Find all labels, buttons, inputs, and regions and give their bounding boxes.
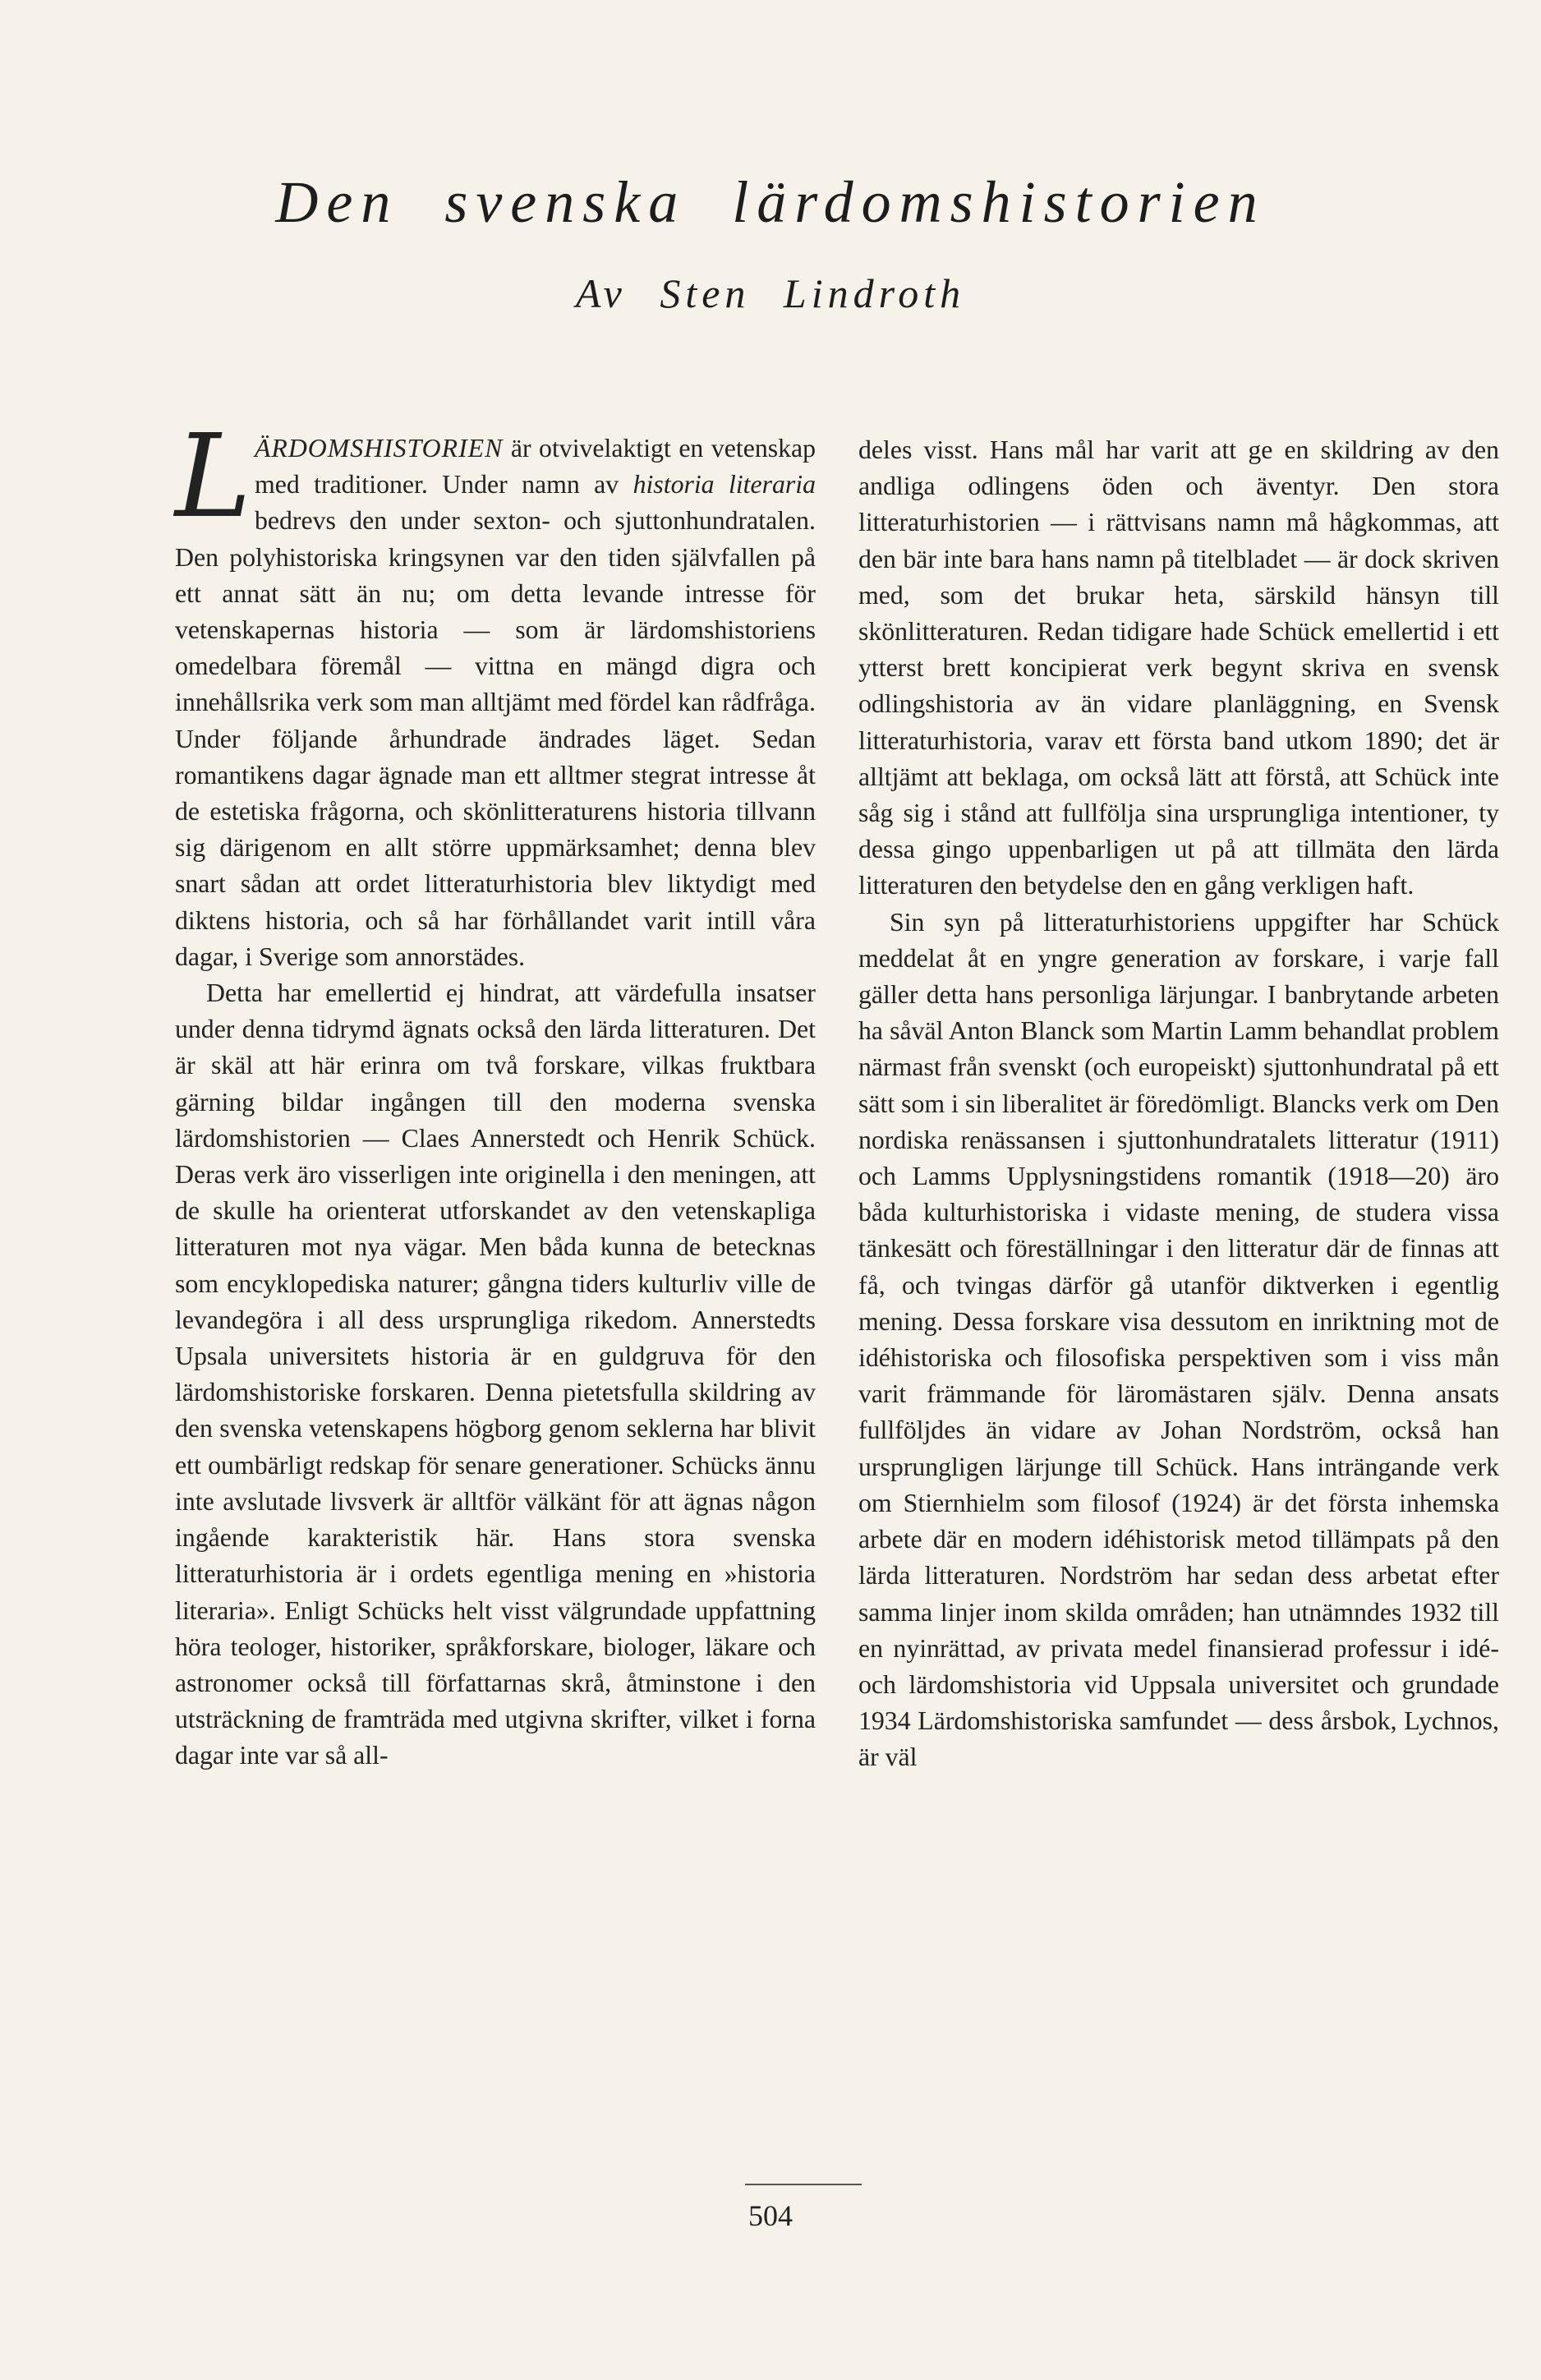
paragraph-3: deles visst. Hans mål har varit att ge en skildring av den andliga odlingens öden och äventyr. Den stora litteraturhistorien — i rättvisans namn må hågkommas, att den bär inte bara hans namn på titelbladet — är dock skriven med, som det brukar heta, särskild hänsyn till skönlitteraturen. Redan tidigare hade Schück emellertid i ett ytterst brett koncipierat verk begynt skriva en svensk odlingshistoria av än vidare planläggning, en Svensk litteraturhistoria, varav ett första band utkom 1890; det är alltjämt att beklaga, om också lätt att förstå, att Schück inte såg sig i stånd att fullfölja sina ursprungliga intentioner, ty dessa gingo uppenbarligen ut på att tillmäta den lärda litteraturen den betydelse den en gång verkligen haft. — [858, 435, 1499, 900]
left-column — [175, 410, 816, 1775]
drop-cap: L — [175, 410, 251, 544]
lead-word: ÄRDOMSHISTORIEN — [254, 434, 504, 463]
paragraph-1-text-b: bedrevs den under sexton- och sjuttonhundratalen. Den polyhistoriska kringsynen var den tiden självfallen på ett annat sätt än nu; om detta levande intresse för vetenskapernas historia — som är lärdomshistoriens omedelbara föremål — vittna en mängd digra och innehållsrika verk som man alltjämt med fördel kan rådfråga. Under följande århundrade ändrades läget. Sedan romantikens dagar ägnade man ett alltmer stegrat intresse åt de estetiska frågorna, och skönlitteraturens historia tillvann sig därigenom en allt större uppmärksamhet; denna blev snart sådan att ordet litteraturhistoria blev liktydigt med diktens historia, och så har förhållandet varit intill våra dagar, i Sverige som annorstädes. — [175, 506, 816, 971]
right-column — [858, 432, 1499, 1776]
paragraph-1-text-a: är otvivelaktigt en vetenskap med traditioner. Under namn av — [254, 434, 816, 499]
paragraph-2: Detta har emellertid ej hindrat, att värdefulla insatser under denna tidrymd ägnats också den lärda litteraturen. Det är skäl att här erinra om två forskare, vilkas fruktbara gärning bildar ingången till den moderna svenska lärdomshistorien — Claes Annerstedt och Henrik Schück. Deras verk äro visserligen inte originella i den meningen, att de skulle ha orienterat utforskandet av den vetenskapliga litteraturen mot nya vägar. Men båda kunna de betecknas som encyklopediska naturer; gångna tiders kulturliv ville de levandegöra i all dess ursprungliga rikedom. Annerstedts Upsala universitets historia är en guldgruva för den lärdomshistoriske forskaren. Denna pietetsfulla skildring av den svenska vetenskapens högborg genom seklerna har blivit ett oumbärligt redskap för senare generationer. Schücks ännu inte avslutade livsverk är alltför välkänt för att ägnas någon ingående karakteristik här. Hans stora svenska litteraturhistoria är i ordets egentliga mening en »historia literaria». Enligt Schücks helt visst välgrundade uppfattning höra teologer, historiker, språkforskare, biologer, läkare och astronomer också till författarnas skrå, åtminstone i den utsträckning de framträda med utgivna skrifter, vilket i forna dagar inte var så all- — [175, 978, 816, 1770]
paragraph-4: Sin syn på litteraturhistoriens uppgifter har Schück meddelat åt en yngre generation av forskare, i varje fall gäller detta hans personliga lärjungar. I banbrytande arbeten ha såväl Anton Blanck som Martin Lamm behandlat problem närmast från svenskt (och europeiskt) sjuttonhundratal på ett sätt som i sin liberalitet är föredömligt. Blancks verk om Den nordiska renässansen i sjuttonhundratalets litteratur (1911) och Lamms Upplysningstidens romantik (1918—20) äro båda kulturhistoriska i vidaste mening, de studera vissa tänkesätt och föreställningar i den litteratur där de finnas att få, och tvingas därför gå utanför diktverken i egentlig mening. Dessa forskare visa dessutom en inriktning mot de idéhistoriska och filosofiska perspektiven som i viss mån varit främmande för läromästaren själv. Denna ansats fullföljdes än vidare av Johan Nordström, också han ursprungligen lärjunge till Schück. Hans inträngande verk om Stiernhielm som filosof (1924) är det första inhemska arbete där en modern idéhistorisk metod tillämpats på den lärda litteraturen. Nordström har sedan dess arbetat efter samma linjer inom skilda områden; han utnämndes 1932 till en nyinrättad, av privata medel finansierad professur i idé- och lärdomshistoria vid Uppsala universitet och grundade 1934 Lärdomshistoriska samfundet — dess årsbok, Lychnos, är väl — [858, 907, 1499, 1772]
paragraph-1-italic: historia literaria — [632, 470, 816, 499]
page-number: 504 — [748, 2199, 793, 2232]
article-author: Av Sten Lindroth — [575, 270, 966, 316]
article-title: Den svenska lärdomshistorien — [275, 169, 1266, 235]
paragraph-1 — [175, 410, 816, 975]
footer-rule — [745, 2184, 862, 2185]
